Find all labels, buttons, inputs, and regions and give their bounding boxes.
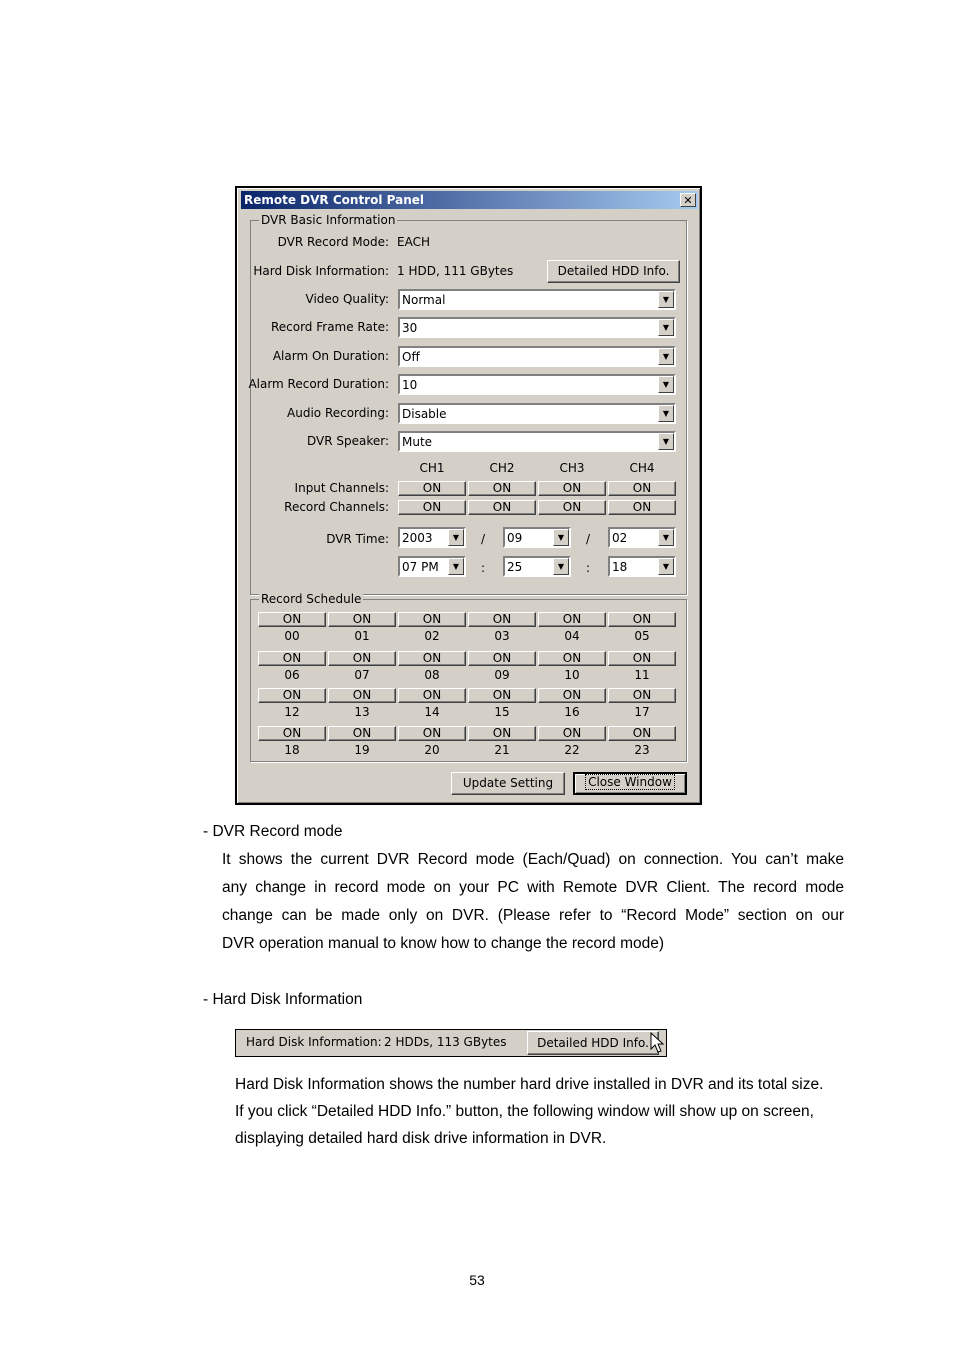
channel-header-ch3: CH3: [559, 461, 585, 475]
month-select[interactable]: [503, 527, 571, 548]
schedule-hour-toggle[interactable]: ON: [328, 612, 396, 627]
record-schedule-group-label: Record Schedule: [261, 592, 362, 606]
schedule-hour-label: 00: [284, 629, 300, 643]
input-channel-toggle[interactable]: ON: [468, 481, 536, 496]
year-value: 2003: [402, 531, 433, 545]
schedule-hour-toggle[interactable]: ON: [468, 688, 536, 703]
schedule-hour-label: 16: [564, 705, 580, 719]
dropdown-arrow-icon[interactable]: ▼: [658, 348, 674, 365]
mouse-cursor-icon: [650, 1032, 666, 1054]
strip-button-label: Detailed HDD Info.: [537, 1036, 649, 1050]
schedule-hour-toggle[interactable]: ON: [258, 612, 326, 627]
hour-value: 07 PM: [402, 560, 439, 574]
hdd-info-label: Hard Disk Information:: [253, 264, 389, 278]
paragraph-line: change can be made only on DVR. (Please refer to “Record Mode” section on our: [222, 907, 844, 924]
dropdown-arrow-icon[interactable]: ▼: [658, 376, 674, 393]
section-title-hard-disk: - Hard Disk Information: [203, 991, 363, 1008]
schedule-hour-label: 01: [354, 629, 370, 643]
paragraph-line: DVR operation manual to know how to change the record mode): [222, 935, 664, 952]
dropdown-arrow-icon[interactable]: ▼: [658, 433, 674, 450]
schedule-hour-toggle[interactable]: ON: [398, 612, 466, 627]
video-quality-value: Normal: [402, 293, 446, 307]
alarm-record-duration-label: Alarm Record Duration:: [248, 377, 389, 391]
schedule-hour-label: 07: [354, 668, 370, 682]
schedule-hour-toggle[interactable]: ON: [398, 651, 466, 666]
record-frame-rate-value: 30: [402, 321, 418, 335]
paragraph-line: If you click “Detailed HDD Info.” button, the following window will show up on screen,: [235, 1103, 814, 1120]
record-mode-value: EACH: [397, 235, 430, 249]
schedule-hour-toggle[interactable]: ON: [538, 726, 606, 741]
schedule-hour-label: 03: [494, 629, 510, 643]
day-value: 02: [612, 531, 628, 545]
channel-header-ch4: CH4: [629, 461, 655, 475]
schedule-hour-label: 18: [284, 743, 300, 757]
strip-detailed-hdd-info-button[interactable]: [527, 1031, 659, 1055]
schedule-hour-toggle[interactable]: ON: [538, 612, 606, 627]
schedule-hour-toggle[interactable]: ON: [328, 651, 396, 666]
alarm-on-duration-value: Off: [402, 350, 420, 364]
paragraph-line: any change in record mode on your PC with Remote DVR Client. The record mode: [222, 879, 844, 896]
dropdown-arrow-icon[interactable]: ▼: [658, 291, 674, 308]
schedule-hour-toggle[interactable]: ON: [608, 651, 676, 666]
minute-value: 25: [507, 560, 523, 574]
dropdown-arrow-icon[interactable]: ▼: [658, 529, 674, 546]
schedule-hour-toggle[interactable]: ON: [258, 688, 326, 703]
dropdown-arrow-icon[interactable]: ▼: [658, 558, 674, 575]
dvr-speaker-label: DVR Speaker:: [306, 434, 389, 448]
input-channel-toggle[interactable]: ON: [608, 481, 676, 496]
close-window-label: Close Window: [585, 774, 675, 790]
schedule-hour-label: 14: [424, 705, 440, 719]
hard-disk-info-strip: [235, 1029, 667, 1057]
schedule-hour-label: 06: [284, 668, 300, 682]
record-frame-rate-label: Record Frame Rate:: [270, 320, 389, 334]
window-title: Remote DVR Control Panel: [244, 193, 424, 207]
alarm-record-duration-select[interactable]: [398, 374, 676, 395]
record-frame-rate-select[interactable]: [398, 317, 676, 338]
strip-hdd-label: Hard Disk Information:: [246, 1035, 382, 1049]
dropdown-arrow-icon[interactable]: ▼: [553, 529, 569, 546]
dvr-time-label: DVR Time:: [326, 532, 389, 546]
input-channels-label: Input Channels:: [294, 481, 389, 495]
schedule-hour-toggle[interactable]: ON: [608, 726, 676, 741]
record-mode-paragraph: [222, 846, 844, 958]
schedule-hour-toggle[interactable]: ON: [258, 726, 326, 741]
dvr-speaker-value: Mute: [402, 435, 433, 449]
dropdown-arrow-icon[interactable]: ▼: [448, 558, 464, 575]
schedule-hour-toggle[interactable]: ON: [468, 651, 536, 666]
alarm-on-duration-label: Alarm On Duration:: [272, 349, 389, 363]
year-select[interactable]: [398, 527, 466, 548]
audio-recording-label: Audio Recording:: [287, 406, 389, 420]
dropdown-arrow-icon[interactable]: ▼: [658, 319, 674, 336]
schedule-hour-label: 19: [354, 743, 370, 757]
schedule-hour-label: 15: [494, 705, 510, 719]
schedule-hour-label: 13: [354, 705, 370, 719]
schedule-hour-label: 10: [564, 668, 580, 682]
schedule-hour-toggle[interactable]: ON: [258, 651, 326, 666]
schedule-hour-label: 23: [634, 743, 650, 757]
schedule-hour-label: 17: [634, 705, 650, 719]
dropdown-arrow-icon[interactable]: ▼: [658, 405, 674, 422]
channel-header-ch2: CH2: [489, 461, 515, 475]
dvr-speaker-select[interactable]: [398, 431, 676, 452]
paragraph-line: displaying detailed hard disk drive information in DVR.: [235, 1130, 607, 1147]
record-channel-toggle[interactable]: ON: [608, 500, 676, 515]
remote-dvr-control-panel-window: [235, 186, 702, 805]
paragraph-line: It shows the current DVR Record mode (Each/Quad) on connection. You can’t make: [222, 851, 844, 868]
schedule-hour-label: 21: [494, 743, 510, 757]
alarm-record-duration-value: 10: [402, 378, 418, 392]
alarm-on-duration-select[interactable]: [398, 346, 676, 367]
audio-recording-select[interactable]: [398, 403, 676, 424]
detailed-hdd-info-button[interactable]: Detailed HDD Info.: [547, 260, 680, 283]
date-separator: /: [481, 532, 486, 546]
second-select[interactable]: [608, 556, 676, 577]
second-value: 18: [612, 560, 628, 574]
time-separator: :: [586, 561, 591, 575]
hdd-info-value: 1 HDD, 111 GBytes: [397, 264, 514, 278]
section-title-record-mode: - DVR Record mode: [203, 823, 343, 840]
month-value: 09: [507, 531, 523, 545]
video-quality-select[interactable]: [398, 289, 676, 310]
schedule-hour-label: 09: [494, 668, 510, 682]
record-channels-label: Record Channels:: [284, 500, 389, 514]
dropdown-arrow-icon[interactable]: ▼: [448, 529, 464, 546]
channel-header-ch1: CH1: [419, 461, 445, 475]
minute-select[interactable]: [503, 556, 571, 577]
schedule-hour-toggle[interactable]: ON: [608, 688, 676, 703]
schedule-hour-label: 08: [424, 668, 440, 682]
window-title-bar: [241, 191, 698, 209]
input-channel-toggle[interactable]: ON: [398, 481, 466, 496]
schedule-hour-label: 11: [634, 668, 650, 682]
time-separator: :: [481, 561, 486, 575]
close-icon[interactable]: ✕: [680, 193, 696, 207]
schedule-hour-label: 02: [424, 629, 440, 643]
record-channel-toggle[interactable]: ON: [538, 500, 606, 515]
audio-recording-value: Disable: [402, 407, 447, 421]
paragraph-line: Hard Disk Information shows the number hard drive installed in DVR and its total size.: [235, 1076, 824, 1093]
schedule-hour-toggle[interactable]: ON: [608, 612, 676, 627]
date-separator: /: [586, 532, 591, 546]
strip-hdd-value: 2 HDDs, 113 GBytes: [384, 1035, 507, 1049]
close-window-button[interactable]: [573, 772, 687, 795]
schedule-hour-toggle[interactable]: ON: [468, 612, 536, 627]
video-quality-label: Video Quality:: [305, 292, 389, 306]
record-mode-label: DVR Record Mode:: [277, 235, 389, 249]
hour-select[interactable]: [398, 556, 466, 577]
schedule-hour-label: 12: [284, 705, 300, 719]
schedule-hour-label: 22: [564, 743, 580, 757]
hard-disk-paragraph: [235, 1071, 875, 1152]
input-channel-toggle[interactable]: ON: [538, 481, 606, 496]
day-select[interactable]: [608, 527, 676, 548]
schedule-hour-toggle[interactable]: ON: [398, 726, 466, 741]
schedule-hour-toggle[interactable]: ON: [398, 688, 466, 703]
record-channel-toggle[interactable]: ON: [468, 500, 536, 515]
update-setting-button[interactable]: Update Setting: [451, 772, 565, 795]
basic-info-group-label: DVR Basic Information: [261, 213, 396, 227]
schedule-hour-label: 20: [424, 743, 440, 757]
schedule-hour-toggle[interactable]: ON: [538, 651, 606, 666]
schedule-hour-toggle[interactable]: ON: [468, 726, 536, 741]
schedule-hour-toggle[interactable]: ON: [538, 688, 606, 703]
schedule-hour-label: 05: [634, 629, 650, 643]
schedule-hour-label: 04: [564, 629, 580, 643]
schedule-hour-toggle[interactable]: ON: [328, 726, 396, 741]
schedule-hour-toggle[interactable]: ON: [328, 688, 396, 703]
page-number: 53: [469, 1272, 485, 1288]
record-channel-toggle[interactable]: ON: [398, 500, 466, 515]
dropdown-arrow-icon[interactable]: ▼: [553, 558, 569, 575]
